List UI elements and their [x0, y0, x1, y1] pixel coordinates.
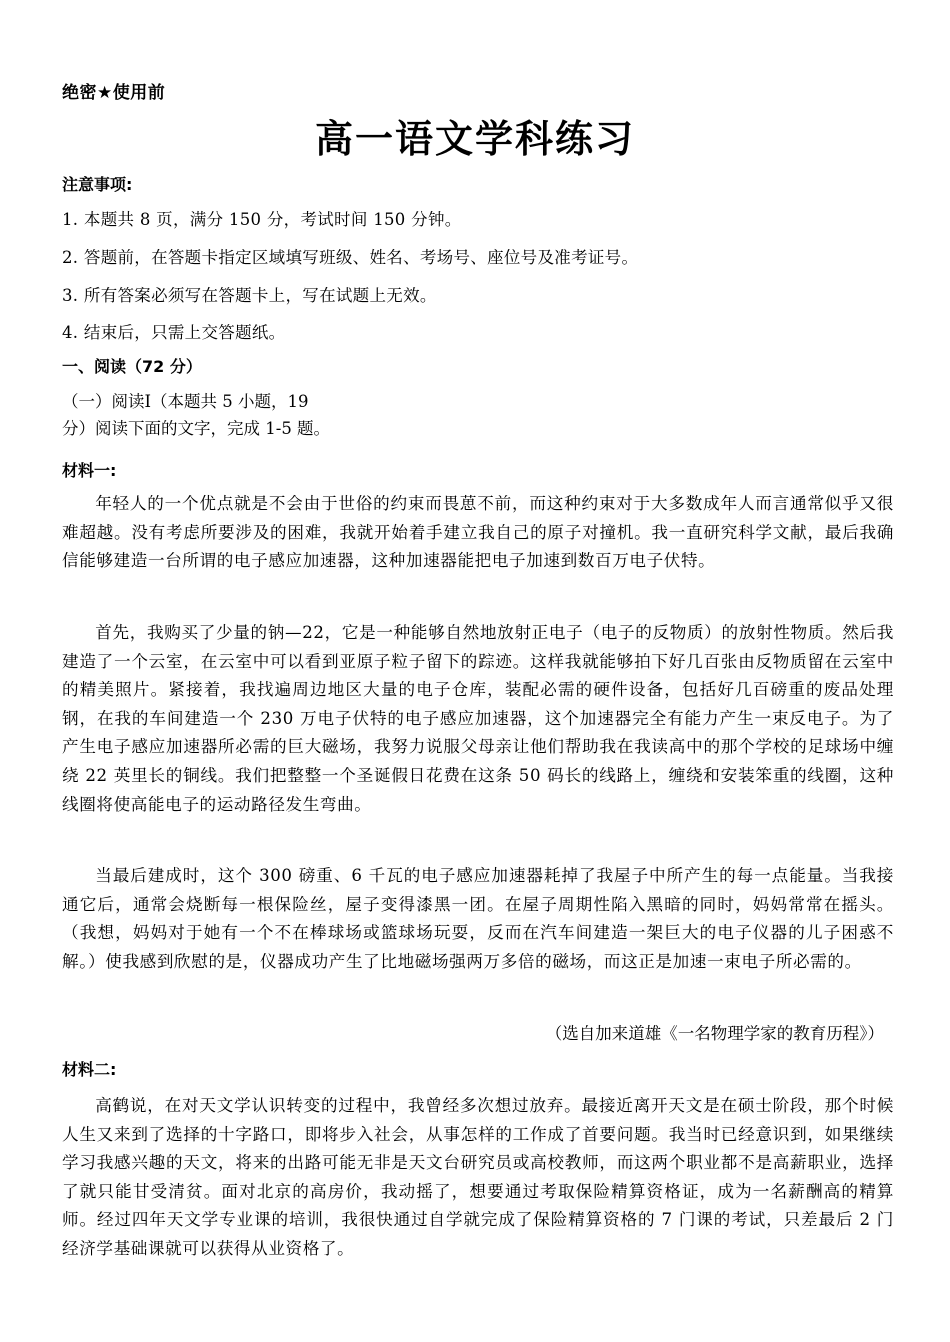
- confidential-mark: 绝密★使用前: [62, 83, 166, 103]
- material-1-paragraph-1: 年轻人的一个优点就是不会由于世俗的约束而畏葸不前，而这种约束对于大多数成年人而言通常似乎又很难超越。没有考虑所要涉及的困难，我就开始着手建立我自己的原子对撞机。我一直研究科学文献，最后我确信能够建造一台所谓的电子感应加速器，这种加速器能把电子加速到数百万电子伏特。: [62, 494, 894, 571]
- subsection-line-1: （一）阅读Ⅰ（本题共 5 小题，19: [62, 392, 309, 411]
- notes-heading: 注意事项:: [62, 175, 133, 194]
- material-1-paragraph-3: 当最后建成时，这个 300 磅重、6 千瓦的电子感应加速器耗掉了我屋子中所产生的每一点能量。当我接通它后，通常会烧断每一根保险丝，屋子变得漆黑一团。在屋子周期性陷入黑暗的同时，妈妈常常在摇头。（我想，妈妈对于她有一个不在棒球场或篮球场玩耍，反而在汽车间建造一架巨大的电子仪器的儿子困惑不解。）使我感到欣慰的是，仪器成功产生了比地磁场强两万多倍的磁场，而这正是加速一束电子所必需的。: [62, 866, 894, 971]
- page-title: 高一语文学科练习: [314, 116, 635, 161]
- note-item-3: 3. 所有答案必须写在答题卡上，写在试题上无效。: [62, 286, 437, 305]
- note-item-2: 2. 答题前，在答题卡指定区域填写班级、姓名、考场号、座位号及准考证号。: [62, 248, 639, 267]
- section-title: 一、阅读（72 分）: [62, 357, 202, 376]
- material-1-source: （选自加来道雄《一名物理学家的教育历程》）: [545, 1024, 884, 1043]
- material-2-label: 材料二:: [62, 1060, 117, 1079]
- note-item-4: 4. 结束后，只需上交答题纸。: [62, 323, 286, 342]
- material-1-label: 材料一:: [62, 461, 117, 480]
- material-2-paragraph-1: 高鹤说，在对天文学认识转变的过程中，我曾经多次想过放弃。最接近离开天文是在硕士阶段，那个时候人生又来到了选择的十字路口，即将步入社会，从事怎样的工作成了首要问题。我当时已经意识到，如果继续学习我感兴趣的天文，将来的出路可能无非是天文台研究员或高校教师，而这两个职业都不是高薪职业，选择了就只能甘受清贫。面对北京的高房价，我动摇了，想要通过考取保险精算资格证，成为一名薪酬高的精算师。经过四年天文学专业课的培训，我很快通过自学就完成了保险精算资格的 7 门课的考试，只差最后 2 门经济学基础课就可以获得从业资格了。: [62, 1096, 894, 1258]
- note-item-1: 1. 本题共 8 页，满分 150 分，考试时间 150 分钟。: [62, 210, 462, 229]
- subsection-line-2: 分）阅读下面的文字，完成 1-5 题。: [62, 419, 331, 438]
- material-1-paragraph-2: 首先，我购买了少量的钠—22，它是一种能够自然地放射正电子（电子的反物质）的放射性物质。然后我建造了一个云室，在云室中可以看到亚原子粒子留下的踪迹。这样我就能够拍下好几百张由反物质留在云室中的精美照片。紧接着，我找遍周边地区大量的电子仓库，装配必需的硬件设备，包括好几百磅重的废品处理钢，在我的车间建造一个 230 万电子伏特的电子感应加速器，这个加速器完全有能力产生一束反电子。为了产生电子感应加速器所必需的巨大磁场，我努力说服父母亲让他们帮助我在我读高中的那个学校的足球场中缠绕 22 英里长的铜线。我们把整整一个圣诞假日花费在这条 50 码长的线路上，缠绕和安装笨重的线圈，这种线圈将使高能电子的运动路径发生弯曲。: [62, 623, 894, 814]
